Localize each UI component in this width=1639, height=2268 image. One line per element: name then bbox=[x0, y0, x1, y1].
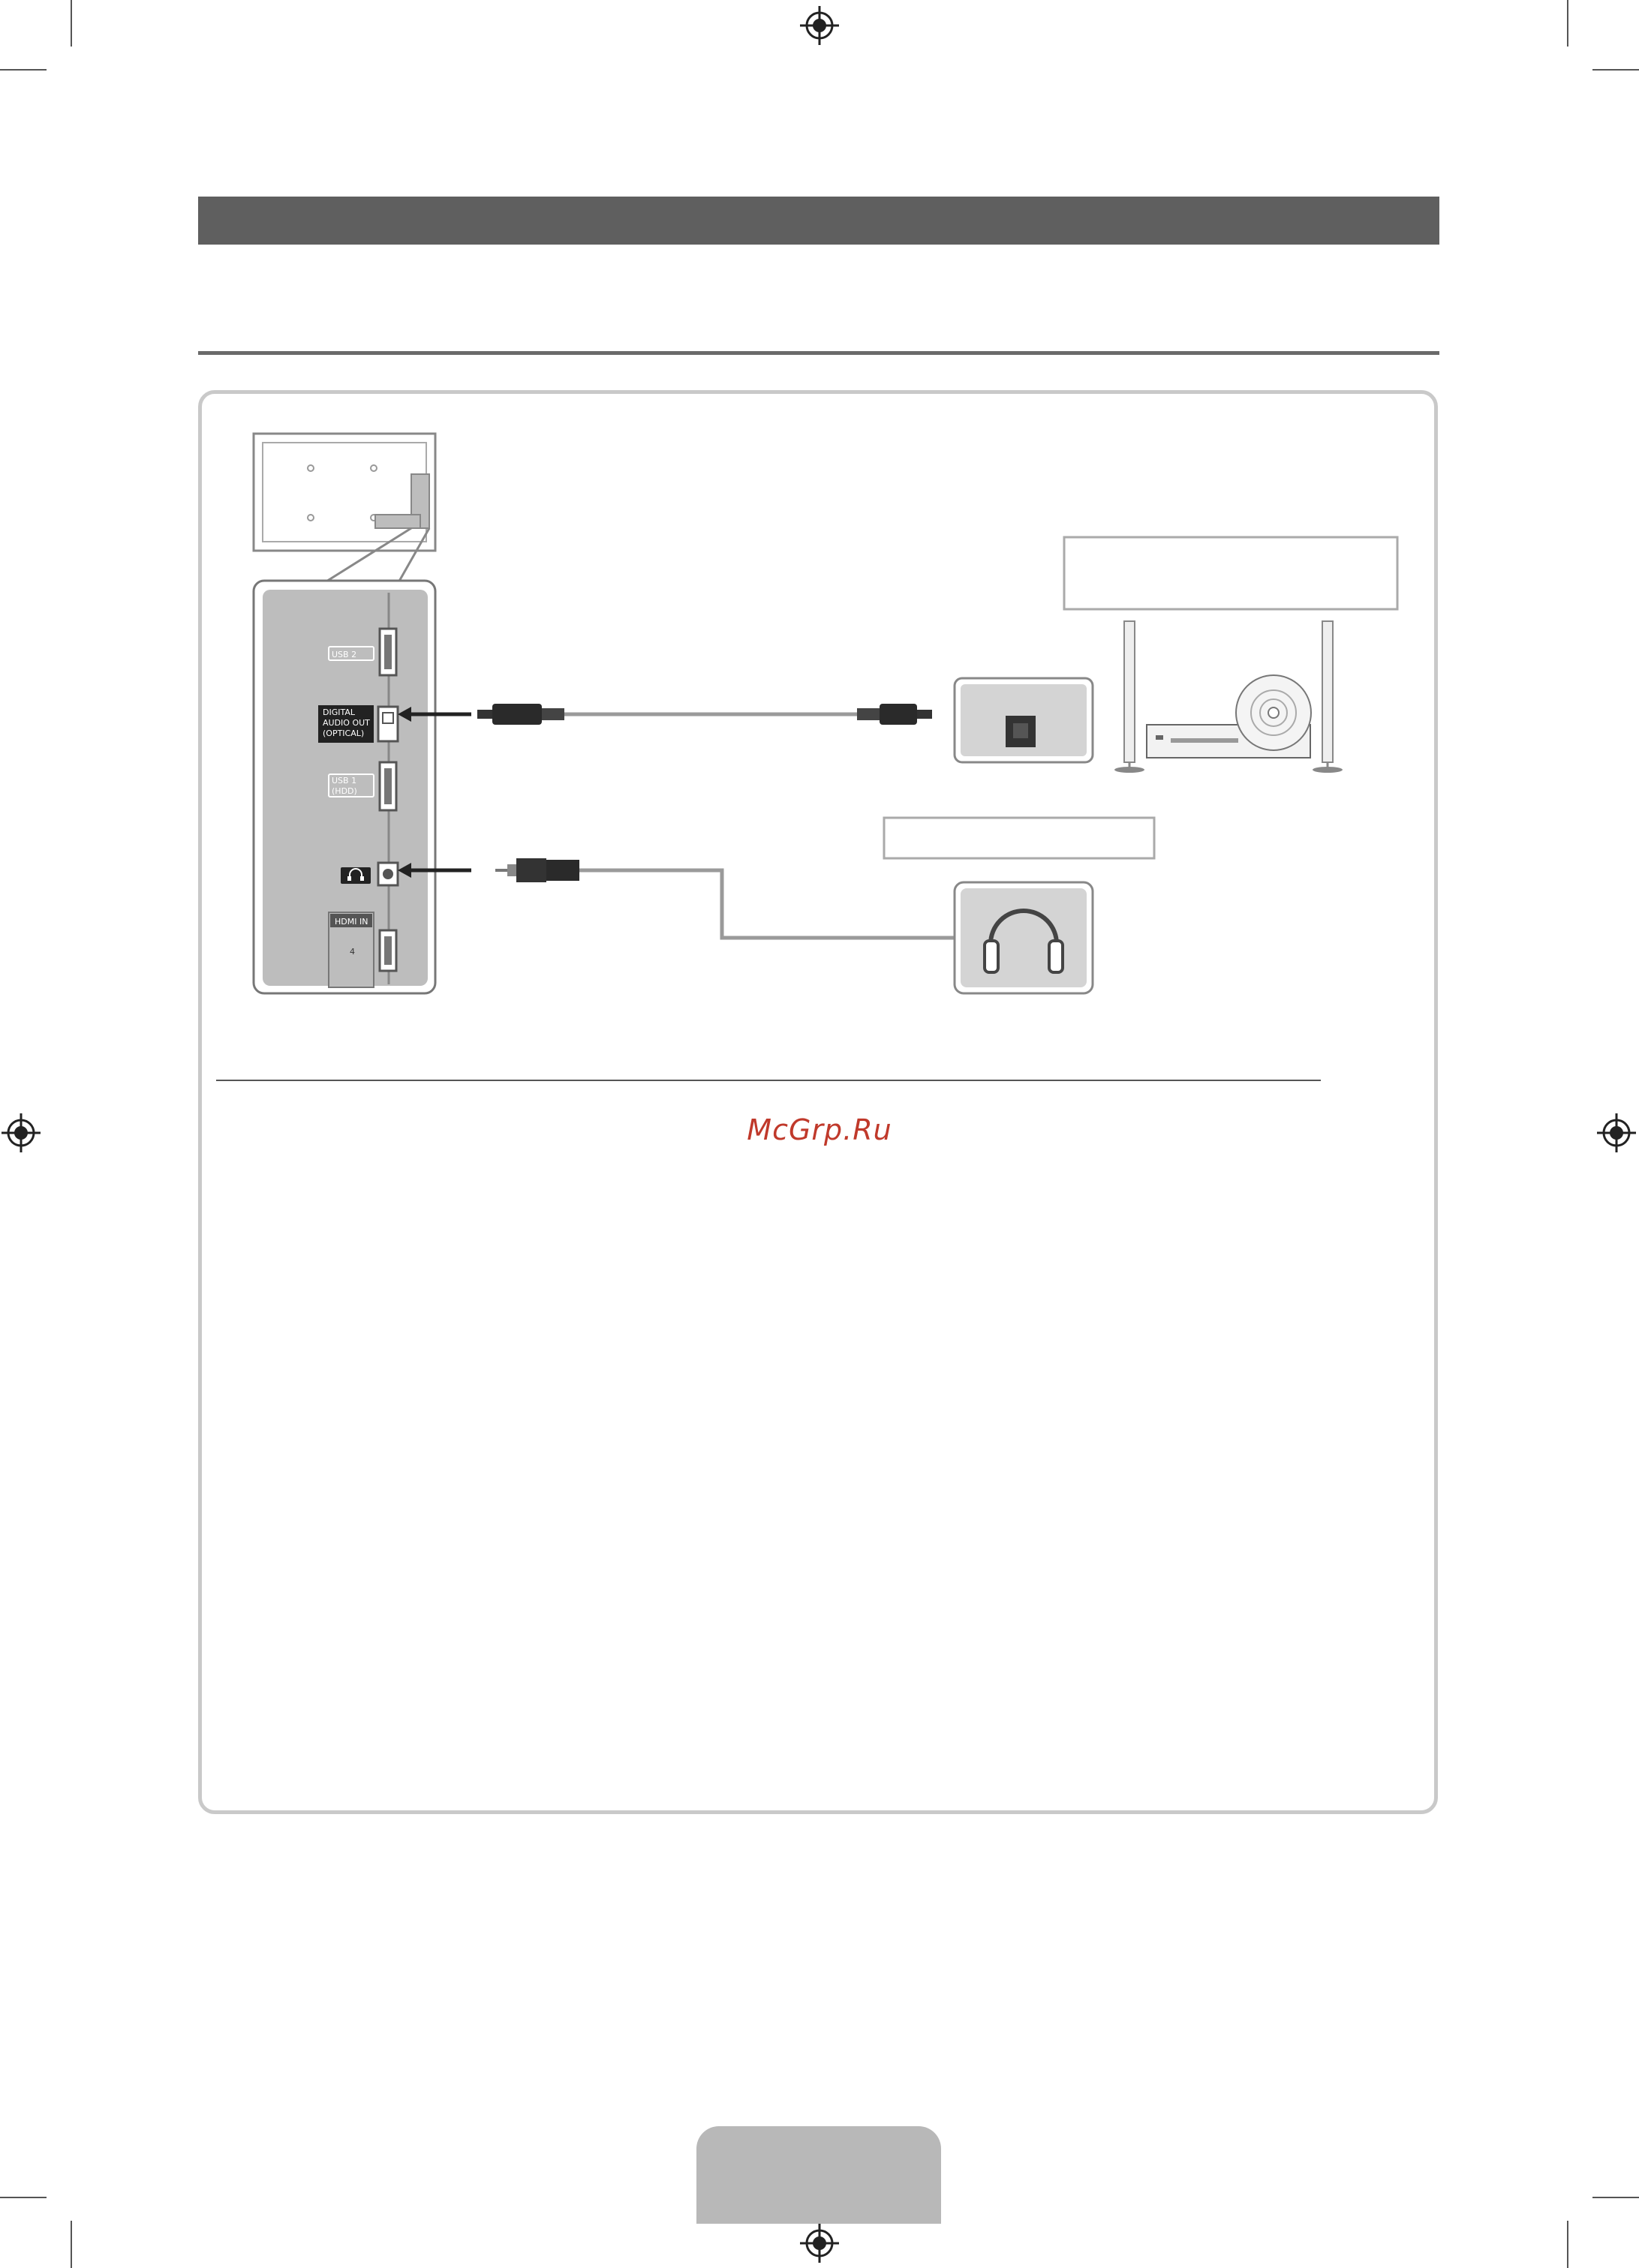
optical-label-line1: DIGITAL bbox=[323, 707, 356, 717]
hdmi-number: 4 bbox=[350, 947, 355, 957]
headphones-icon bbox=[955, 882, 1093, 993]
usb1-label-line1: USB 1 bbox=[332, 776, 357, 786]
tv-rear-thumbnail bbox=[254, 434, 435, 584]
optical-label-line2: AUDIO OUT bbox=[323, 718, 370, 728]
headphone-cable bbox=[398, 858, 955, 938]
audio-system-label-box bbox=[1064, 537, 1397, 609]
connection-diagram bbox=[0, 0, 1639, 1050]
optical-cable bbox=[398, 704, 932, 725]
trim-mark bbox=[71, 2221, 72, 2268]
audio-receiver-optical-port bbox=[955, 678, 1093, 762]
registration-mark-icon bbox=[800, 2224, 839, 2263]
trim-mark bbox=[1567, 2221, 1568, 2268]
home-theater-icon bbox=[1114, 621, 1343, 773]
trim-mark bbox=[0, 2197, 47, 2198]
usb1-label-line2: (HDD) bbox=[332, 786, 357, 796]
trim-mark bbox=[1592, 2197, 1639, 2198]
notes-divider bbox=[216, 1080, 1321, 1081]
hdmi-label: HDMI IN bbox=[335, 917, 368, 927]
watermark-text: McGrp.Ru bbox=[747, 1113, 892, 1146]
page-number-tab bbox=[696, 2126, 941, 2224]
optical-label-line3: (OPTICAL) bbox=[323, 728, 365, 738]
usb2-label: USB 2 bbox=[332, 650, 357, 659]
headphone-label-box bbox=[884, 818, 1154, 858]
